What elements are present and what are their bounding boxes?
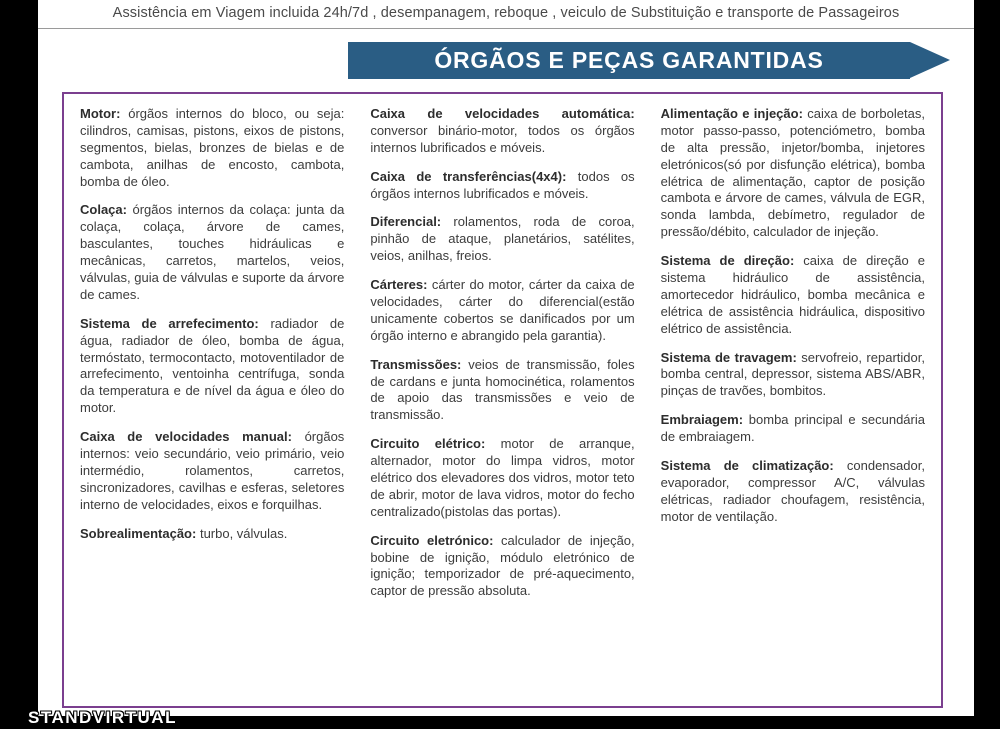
item-text: caixa de borboletas, motor passo-passo, potenciómetro, bomba de alta pressão, injetor/bomba, injetores eletrónicos(só por disfunção elétrica), bomba elétrica de alimentação, captor de posição cambota e árvore de cames, válvula de EGR, sonda lambda, debímetro, regulador de pressão/débito, calculador de injeção. xyxy=(660,106,925,240)
warranty-item-direcao xyxy=(661,253,925,337)
item-title: Circuito elétrico: xyxy=(370,436,486,452)
item-text: radiador de água, radiador de óleo, bomba de água, termóstato, termocontacto, motoventilador de arrefecimento, ventoinha centrífuga, sonda da temperatura e de nível da água e óleo do motor. xyxy=(80,315,345,416)
column-3 xyxy=(661,106,925,698)
item-text: turbo, válvulas. xyxy=(199,525,288,541)
item-text: órgãos internos: veio secundário, veio primário, veio intermédio, rolamentos, carretos, sincronizadores, cavilhas e esferas, seletores interno de velocidades, eixos e forquilhas. xyxy=(80,429,345,512)
item-title: Transmissões: xyxy=(370,356,462,372)
warranty-item-embraiagem xyxy=(661,412,925,446)
warranty-item-alimentacao-injecao xyxy=(661,106,925,241)
item-title: Sistema de climatização: xyxy=(660,458,834,474)
warranty-item-circuito-eletrico xyxy=(370,436,634,520)
warranty-item-sobrealimentacao xyxy=(80,526,344,543)
item-text: motor de arranque, alternador, motor do limpa vidros, motor elétrico dos elevadores dos vidros, motor teto de abrir, motor de lava vidros, motor do fecho centralizado(pistolas das portas). xyxy=(370,436,635,519)
assistance-note: Assistência em Viagem incluida 24h/7d , desempanagem, reboque , veiculo de Substituição e transporte de Passageiros xyxy=(112,5,900,21)
left-black-border xyxy=(0,0,38,729)
warranty-item-transmissoes xyxy=(370,357,634,425)
warranty-item-colaca xyxy=(80,202,344,303)
right-black-border xyxy=(974,0,1000,729)
item-text: veios de transmissão, foles de cardans e junta homocinética, rolamentos de apoio das transmissões e veio de transmissão. xyxy=(370,356,635,423)
item-text: rolamentos, roda de coroa, pinhão de ataque, planetários, satélites, veios, anilhas, freios. xyxy=(370,214,635,264)
top-divider-line xyxy=(38,28,974,29)
item-title: Sistema de travagem: xyxy=(660,349,797,365)
item-text: condensador, evaporador, compressor A/C, válvulas elétricas, radiador choufagem, resistência, motor de ventilação. xyxy=(660,458,925,524)
item-text: órgãos internos do bloco, ou seja: cilindros, camisas, pistons, eixos de pistons, segmentos, bielas, bronzes de bielas e de cambota, anilhas de encosto, cambota, bomba de óleo. xyxy=(80,106,345,189)
item-title: Caixa de velocidades manual: xyxy=(80,429,292,445)
item-title: Sobrealimentação: xyxy=(80,525,197,541)
warranty-item-travagem xyxy=(661,350,925,401)
item-title: Sistema de direção: xyxy=(660,253,795,269)
warranty-item-motor xyxy=(80,106,344,190)
standvirtual-watermark-logo: STANDVIRTUAL xyxy=(28,708,177,727)
title-banner-arrow xyxy=(348,42,910,79)
item-text: servofreio, repartidor, bomba central, depressor, sistema ABS/ABR, pinças de travões, bombitos. xyxy=(660,349,925,399)
item-title: Caixa de transferências(4x4): xyxy=(370,168,567,184)
page-title: ÓRGÃOS E PEÇAS GARANTIDAS xyxy=(434,47,824,73)
item-title: Cárteres: xyxy=(370,277,428,293)
item-title: Caixa de velocidades automática: xyxy=(370,106,635,121)
warranty-item-diferencial xyxy=(370,214,634,265)
item-text: caixa de direção e sistema hidráulico de assistência, amortecedor hidráulico, bomba mecânica e elétrica de assistência hidráulica, dispositivo elétrico de assistência. xyxy=(660,253,925,336)
item-text: calculador de injeção, bobine de ignição, módulo eletrónico de ignição; temporizador de pré-aquecimento, captor de pressão absoluta. xyxy=(370,532,635,599)
item-title: Diferencial: xyxy=(370,214,442,230)
item-text: todos os órgãos internos lubrificados e móveis. xyxy=(370,168,635,201)
warranty-item-caixa-automatica xyxy=(370,106,634,157)
item-title: Motor: xyxy=(80,106,121,121)
item-title: Alimentação e injeção: xyxy=(660,106,803,121)
item-text: conversor binário-motor, todos os órgãos internos lubrificados e móveis. xyxy=(370,122,635,155)
item-text: cárter do motor, cárter da caixa de velocidades, cárter do diferencial(estão unicamente cobertos se danificados por um órgão interno e abrangido pela garantia). xyxy=(370,277,635,343)
warranty-item-caixa-manual xyxy=(80,429,344,513)
warranty-item-climatizacao xyxy=(661,458,925,526)
item-text: órgãos internos da colaça: junta da colaça, colaça, árvore de cames, basculantes, touches hidráulicas e mecânicas, carretos, martelos, veios, válvulas, guia de válvulas e suporte da árvore de cames. xyxy=(80,202,345,302)
warranty-item-caixa-transferencias xyxy=(370,169,634,203)
item-text: bomba principal e secundária de embraiagem. xyxy=(660,412,925,445)
warranty-item-circuito-eletronico xyxy=(370,533,634,601)
item-title: Sistema de arrefecimento: xyxy=(80,315,259,331)
column-1 xyxy=(80,106,344,698)
item-title: Embraiagem: xyxy=(660,412,744,428)
column-2 xyxy=(370,106,634,698)
warranty-parts-box xyxy=(62,92,943,708)
item-title: Colaça: xyxy=(80,202,127,218)
item-title: Circuito eletrónico: xyxy=(370,532,494,548)
warranty-item-carteres xyxy=(370,277,634,345)
warranty-item-arrefecimento xyxy=(80,316,344,417)
